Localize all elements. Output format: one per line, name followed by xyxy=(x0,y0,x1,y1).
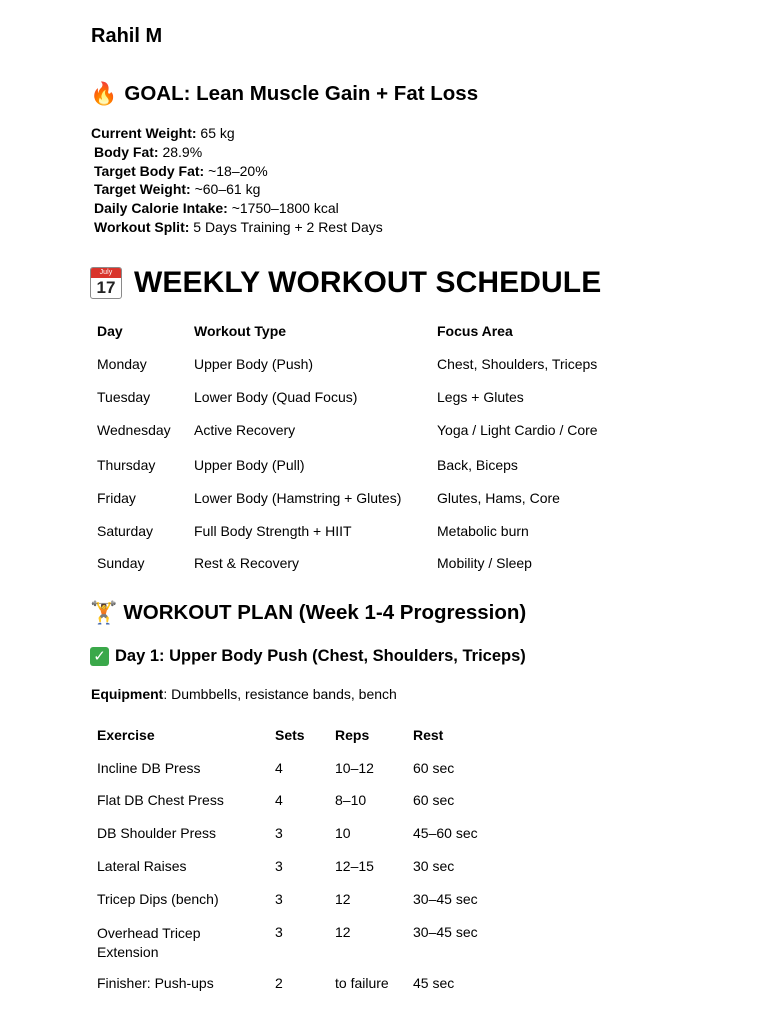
stat-label: Current Weight: xyxy=(91,125,197,141)
table-cell: Flat DB Chest Press xyxy=(97,792,224,808)
table-cell: Rest & Recovery xyxy=(194,555,300,571)
weightlifter-icon: 🏋 xyxy=(90,600,118,625)
stat-current-weight xyxy=(91,124,383,143)
table-cell: 3 xyxy=(275,924,283,940)
table-cell: Active Recovery xyxy=(194,422,296,438)
table-cell: Upper Body (Pull) xyxy=(194,457,305,473)
stat-label: Workout Split: xyxy=(94,218,190,235)
table-cell: Lateral Raises xyxy=(97,858,187,874)
equipment-line xyxy=(91,686,397,702)
table-cell: Lower Body (Hamstring + Glutes) xyxy=(194,490,402,506)
table-cell: Saturday xyxy=(97,523,154,539)
stat-body-fat xyxy=(94,143,383,162)
stat-value: 65 kg xyxy=(196,125,235,141)
table-cell: Sunday xyxy=(97,555,145,571)
table-cell: 45 sec xyxy=(413,975,455,991)
table-header: Rest xyxy=(413,727,444,743)
table-cell: 12–15 xyxy=(335,858,374,874)
table-header: Day xyxy=(97,323,123,339)
table-cell: Incline DB Press xyxy=(97,760,201,776)
stat-target-body-fat xyxy=(94,162,383,181)
calendar-month: July xyxy=(91,268,121,278)
table-cell: Overhead Tricep Extension xyxy=(97,925,201,960)
table-cell: 12 xyxy=(335,924,351,940)
table-cell: Upper Body (Push) xyxy=(194,356,314,372)
fire-icon: 🔥 xyxy=(90,81,118,106)
schedule-title: WEEKLY WORKOUT SCHEDULE xyxy=(134,266,602,299)
table-header: Reps xyxy=(335,727,370,743)
table-cell: 10–12 xyxy=(335,760,374,776)
equipment-value: : Dumbbells, resistance bands, bench xyxy=(163,686,397,702)
table-cell: 60 sec xyxy=(413,792,455,808)
table-cell: DB Shoulder Press xyxy=(97,825,217,841)
stat-value: ~60–61 kg xyxy=(190,181,261,198)
stat-value: ~1750–1800 kcal xyxy=(227,200,339,217)
table-cell: Monday xyxy=(97,356,147,372)
table-cell: Chest, Shoulders, Triceps xyxy=(437,356,598,372)
table-cell: 3 xyxy=(275,891,283,907)
table-cell: 2 xyxy=(275,975,283,991)
table-cell: 3 xyxy=(275,825,283,841)
stat-label: Target Body Fat: xyxy=(94,162,205,179)
day1-title: Day 1: Upper Body Push (Chest, Shoulders, Triceps) xyxy=(115,647,526,665)
table-cell: 4 xyxy=(275,792,283,808)
table-cell: 60 sec xyxy=(413,760,455,776)
table-cell: Friday xyxy=(97,490,136,506)
equipment-label: Equipment xyxy=(91,686,164,702)
table-cell: Glutes, Hams, Core xyxy=(437,490,560,506)
table-cell: to failure xyxy=(335,975,389,991)
table-cell: 45–60 sec xyxy=(413,825,478,841)
day1-heading xyxy=(90,647,526,666)
author-name: Rahil M xyxy=(91,25,163,47)
table-cell: Yoga / Light Cardio / Core xyxy=(437,422,598,438)
table-header: Sets xyxy=(275,727,305,743)
table-cell: Tricep Dips (bench) xyxy=(97,891,219,907)
goal-text: GOAL: Lean Muscle Gain + Fat Loss xyxy=(124,82,479,105)
goal-heading xyxy=(90,81,478,107)
table-cell: Finisher: Push-ups xyxy=(97,975,214,991)
table-cell: 30–45 sec xyxy=(413,924,478,940)
table-cell: 10 xyxy=(335,825,351,841)
table-header: Focus Area xyxy=(437,323,513,339)
table-cell: 30 sec xyxy=(413,858,455,874)
calendar-icon xyxy=(90,267,122,299)
table-cell: Back, Biceps xyxy=(437,457,518,473)
schedule-heading xyxy=(90,266,601,300)
stat-daily-calorie xyxy=(94,199,383,218)
table-cell: 12 xyxy=(335,891,351,907)
table-cell: Lower Body (Quad Focus) xyxy=(194,389,358,405)
table-cell: Thursday xyxy=(97,457,156,473)
stat-value: ~18–20% xyxy=(204,162,268,179)
table-cell: 3 xyxy=(275,858,283,874)
check-icon: ✓ xyxy=(90,647,109,666)
plan-title: WORKOUT PLAN (Week 1-4 Progression) xyxy=(123,601,527,624)
stats-block xyxy=(91,124,383,237)
plan-heading xyxy=(90,600,526,626)
table-cell: Tuesday xyxy=(97,389,151,405)
stat-label: Body Fat: xyxy=(94,143,159,160)
table-cell: Metabolic burn xyxy=(437,523,529,539)
calendar-day: 17 xyxy=(96,278,116,297)
table-cell: Mobility / Sleep xyxy=(437,555,532,571)
stat-value: 5 Days Training + 2 Rest Days xyxy=(189,218,383,235)
table-cell: 4 xyxy=(275,760,283,776)
table-cell: Wednesday xyxy=(97,422,171,438)
stat-value: 28.9% xyxy=(158,143,203,160)
table-header: Exercise xyxy=(97,727,155,743)
stat-target-weight xyxy=(94,180,383,199)
table-header: Workout Type xyxy=(194,323,287,339)
table-cell: Legs + Glutes xyxy=(437,389,524,405)
table-cell: 30–45 sec xyxy=(413,891,478,907)
table-cell: 8–10 xyxy=(335,792,367,808)
stat-label: Daily Calorie Intake: xyxy=(94,200,228,217)
stat-label: Target Weight: xyxy=(94,181,191,198)
table-cell: Full Body Strength + HIIT xyxy=(194,523,352,539)
stat-workout-split xyxy=(94,218,383,237)
